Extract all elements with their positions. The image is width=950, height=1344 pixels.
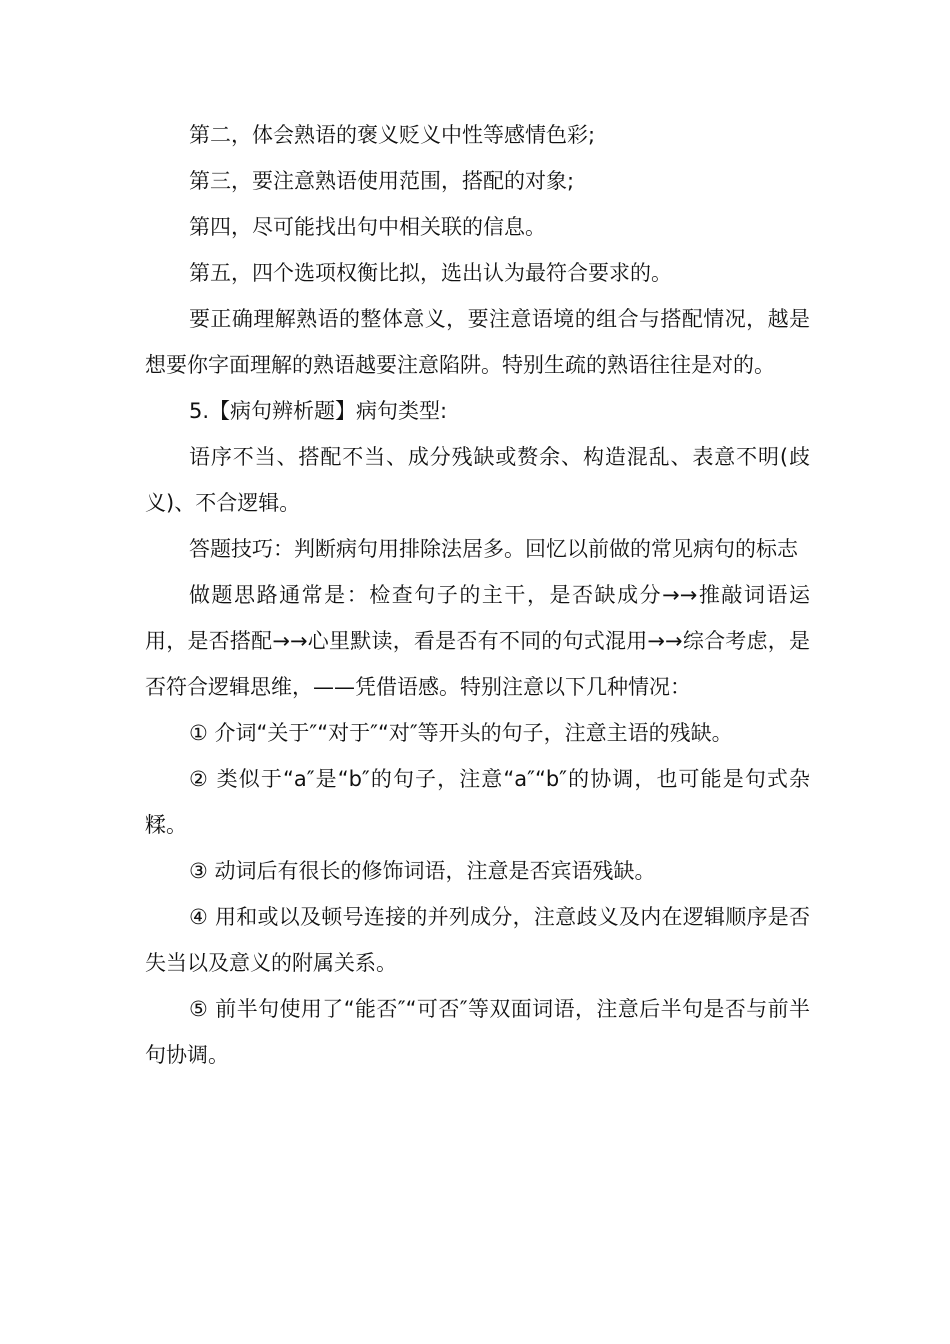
section-heading-sentence-errors: 5.【病句辨析题】病句类型:	[189, 399, 448, 423]
list-item-1: ① 介词“关于″“对于″“对″等开头的句子，注意主语的残缺。	[189, 721, 733, 745]
paragraph-point-five: 第五，四个选项权衡比拟，选出认为最符合要求的。	[189, 261, 672, 285]
paragraph-point-two: 第二，体会熟语的褒义贬义中性等感情色彩;	[189, 123, 596, 147]
list-item-2: ② 类似于“a″是“b″的句子，注意“a″“b″的协调，也可能是句式杂糅。	[145, 767, 810, 837]
list-item-4: ④ 用和或以及顿号连接的并列成分，注意歧义及内在逻辑顺序是否失当以及意义的附属关系。	[145, 905, 810, 975]
list-item-5: ⑤ 前半句使用了“能否″“可否″等双面词语，注意后半句是否与前半句协调。	[145, 997, 810, 1067]
document-body	[145, 112, 810, 1078]
paragraph-idiom-meaning: 要正确理解熟语的整体意义，要注意语境的组合与搭配情况，越是想要你字面理解的熟语越要注意陷阱。特别生疏的熟语往往是对的。	[145, 307, 810, 377]
paragraph-solving-approach: 做题思路通常是：检查句子的主干，是否缺成分→→推敲词语运用，是否搭配→→心里默读，看是否有不同的句式混用→→综合考虑，是否符合逻辑思维，——凭借语感。特别注意以下几种情况：	[145, 583, 810, 699]
paragraph-error-types: 语序不当、搭配不当、成分残缺或赘余、构造混乱、表意不明(歧义)、不合逻辑。	[145, 445, 810, 515]
paragraph-point-four: 第四，尽可能找出句中相关联的信息。	[189, 215, 546, 239]
list-item-3: ③ 动词后有很长的修饰词语，注意是否宾语残缺。	[189, 859, 656, 883]
paragraph-answer-tips: 答题技巧：判断病句用排除法居多。回忆以前做的常见病句的标志	[189, 537, 798, 561]
paragraph-point-three: 第三，要注意熟语使用范围，搭配的对象;	[189, 169, 575, 193]
